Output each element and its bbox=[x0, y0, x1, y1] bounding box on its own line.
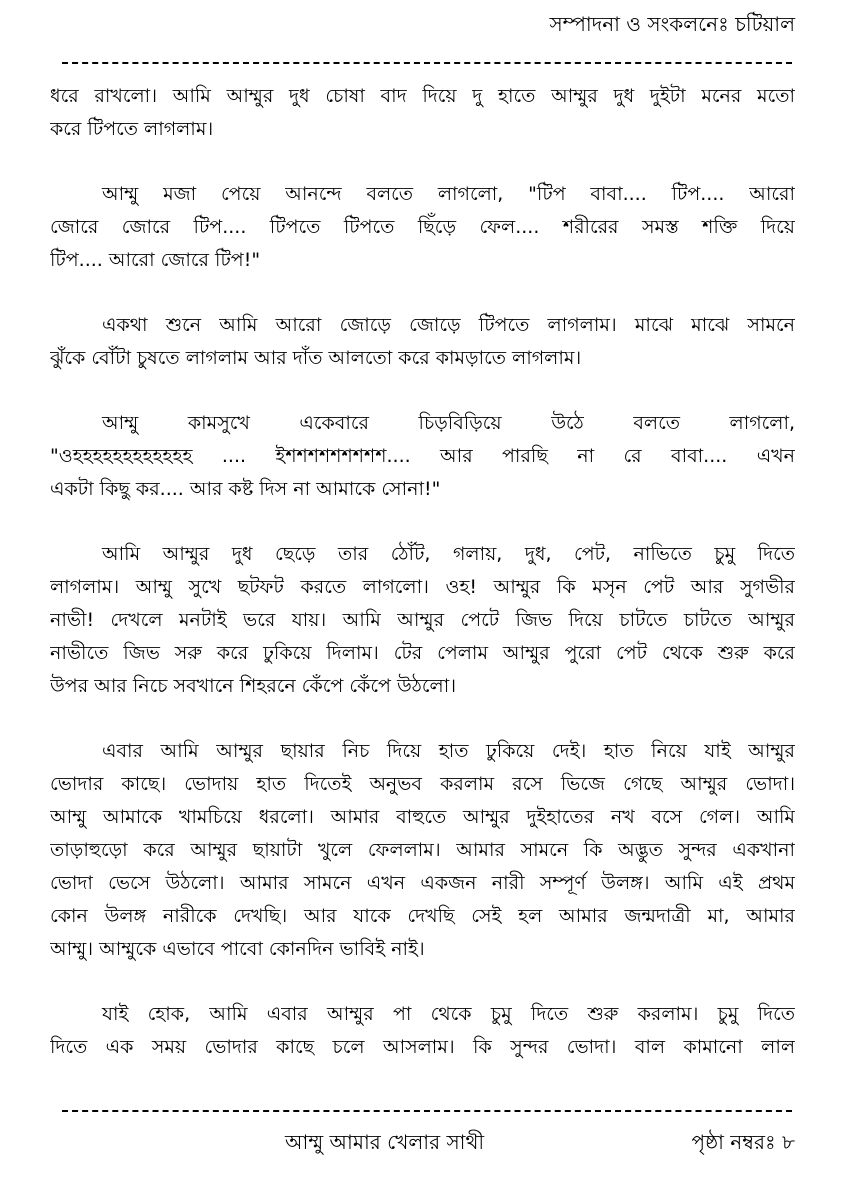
text-line: ভোদা ভেসে উঠলো। আমার সামনে এখন একজন নারী সম্পূর্ণ উলঙ্গ। আমি এই প্রথম bbox=[50, 872, 795, 894]
paragraph bbox=[50, 178, 795, 277]
text-line: লাগলাম। আম্মু সুখে ছটফট করতে লাগলো। ওহ! আম্মুর কি মসৃন পেট আর সুগভীর bbox=[50, 576, 795, 598]
paragraph bbox=[50, 309, 795, 375]
footer-book-title: আম্মু আমার খেলার সাথী bbox=[285, 1130, 485, 1154]
footer-divider bbox=[62, 1110, 792, 1112]
text-line: উপর আর নিচে সবখানে শিহরনে কেঁপে কেঁপে উঠলো। bbox=[50, 675, 456, 697]
header-credit: সম্পাদনা ও সংকলনেঃ চটিয়াল bbox=[549, 12, 795, 36]
text-line: নাভীতে জিভ সরু করে ঢুকিয়ে দিলাম। টের পেলাম আম্মুর পুরো পেট থেকে শুরু করে bbox=[50, 642, 795, 664]
text-line: কোন উলঙ্গ নারীকে দেখছি। আর যাকে দেখছি সেই হল আমার জন্মদাত্রী মা, আমার bbox=[50, 905, 795, 927]
page-body bbox=[50, 80, 795, 1096]
paragraph bbox=[50, 735, 795, 966]
text-line: দিতে এক সময় ভোদার কাছে চলে আসলাম। কি সুন্দর ভোদা। বাল কামানো লাল bbox=[50, 1036, 795, 1058]
text-line: জোরে জোরে টিপ.... টিপতে টিপতে ছিঁড়ে ফেল.... শরীরের সমস্ত শক্তি দিয়ে bbox=[50, 216, 795, 238]
paragraph bbox=[50, 80, 795, 146]
text-line: একটা কিছু কর.... আর কষ্ট দিস না আমাকে সোনা!" bbox=[50, 478, 441, 500]
text-line: আমি আম্মুর দুধ ছেড়ে তার ঠোঁট, গলায়, দুধ, পেট, নাভিতে চুমু দিতে bbox=[102, 543, 795, 565]
text-line: নাভী! দেখলে মনটাই ভরে যায়। আমি আম্মুর পেটে জিভ দিয়ে চাটতে চাটতে আম্মুর bbox=[50, 609, 795, 631]
footer-page-number: পৃষ্ঠা নম্বরঃ ৮ bbox=[691, 1130, 795, 1154]
text-line: টিপ.... আরো জোরে টিপ!" bbox=[50, 249, 261, 271]
text-line: এবার আমি আম্মুর ছায়ার নিচ দিয়ে হাত ঢুকিয়ে দেই। হাত নিয়ে যাই আম্মুর bbox=[102, 740, 795, 762]
text-line: একথা শুনে আমি আরো জোড়ে জোড়ে টিপতে লাগলাম। মাঝে মাঝে সামনে bbox=[102, 314, 795, 336]
text-line: করে টিপতে লাগলাম। bbox=[50, 118, 214, 140]
text-line: আম্মু মজা পেয়ে আনন্দে বলতে লাগলো, "টিপ বাবা.... টিপ.... আরো bbox=[102, 183, 795, 205]
text-line: "ওহহহহহহহহহহহহ .... ইশশশশশশশশশ.... আর পারছি না রে বাবা.... এখন bbox=[50, 445, 795, 467]
text-line: তাড়াহুড়ো করে আম্মুর ছায়াটা খুলে ফেললাম। আমার সামনে কি অদ্ভুত সুন্দর একখানা bbox=[50, 839, 795, 861]
text-line: ভোদার কাছে। ভোদায় হাত দিতেই অনুভব করলাম রসে ভিজে গেছে আম্মুর ভোদা। bbox=[50, 773, 795, 795]
text-line: যাই হোক, আমি এবার আম্মুর পা থেকে চুমু দিতে শুরু করলাম। চুমু দিতে bbox=[102, 1003, 795, 1025]
text-line: আম্মু কামসুখে একেবারে চিড়বিড়িয়ে উঠে বলতে লাগলো, bbox=[102, 412, 795, 434]
paragraph bbox=[50, 998, 795, 1064]
text-line: ঝুঁকে বোঁটা চুষতে লাগলাম আর দাঁত আলতো করে কামড়াতে লাগলাম। bbox=[50, 347, 582, 369]
text-line: ধরে রাখলো। আমি আম্মুর দুধ চোষা বাদ দিয়ে দু হাতে আম্মুর দুধ দুইটা মনের মতো bbox=[50, 85, 795, 107]
header-divider bbox=[62, 62, 792, 64]
paragraph bbox=[50, 407, 795, 506]
text-line: আম্মু। আম্মুকে এভাবে পাবো কোনদিন ভাবিই নাই। bbox=[50, 938, 425, 960]
text-line: আম্মু আমাকে খামচিয়ে ধরলো। আমার বাহুতে আম্মুর দুইহাতের নখ বসে গেল। আমি bbox=[50, 806, 795, 828]
paragraph bbox=[50, 538, 795, 703]
